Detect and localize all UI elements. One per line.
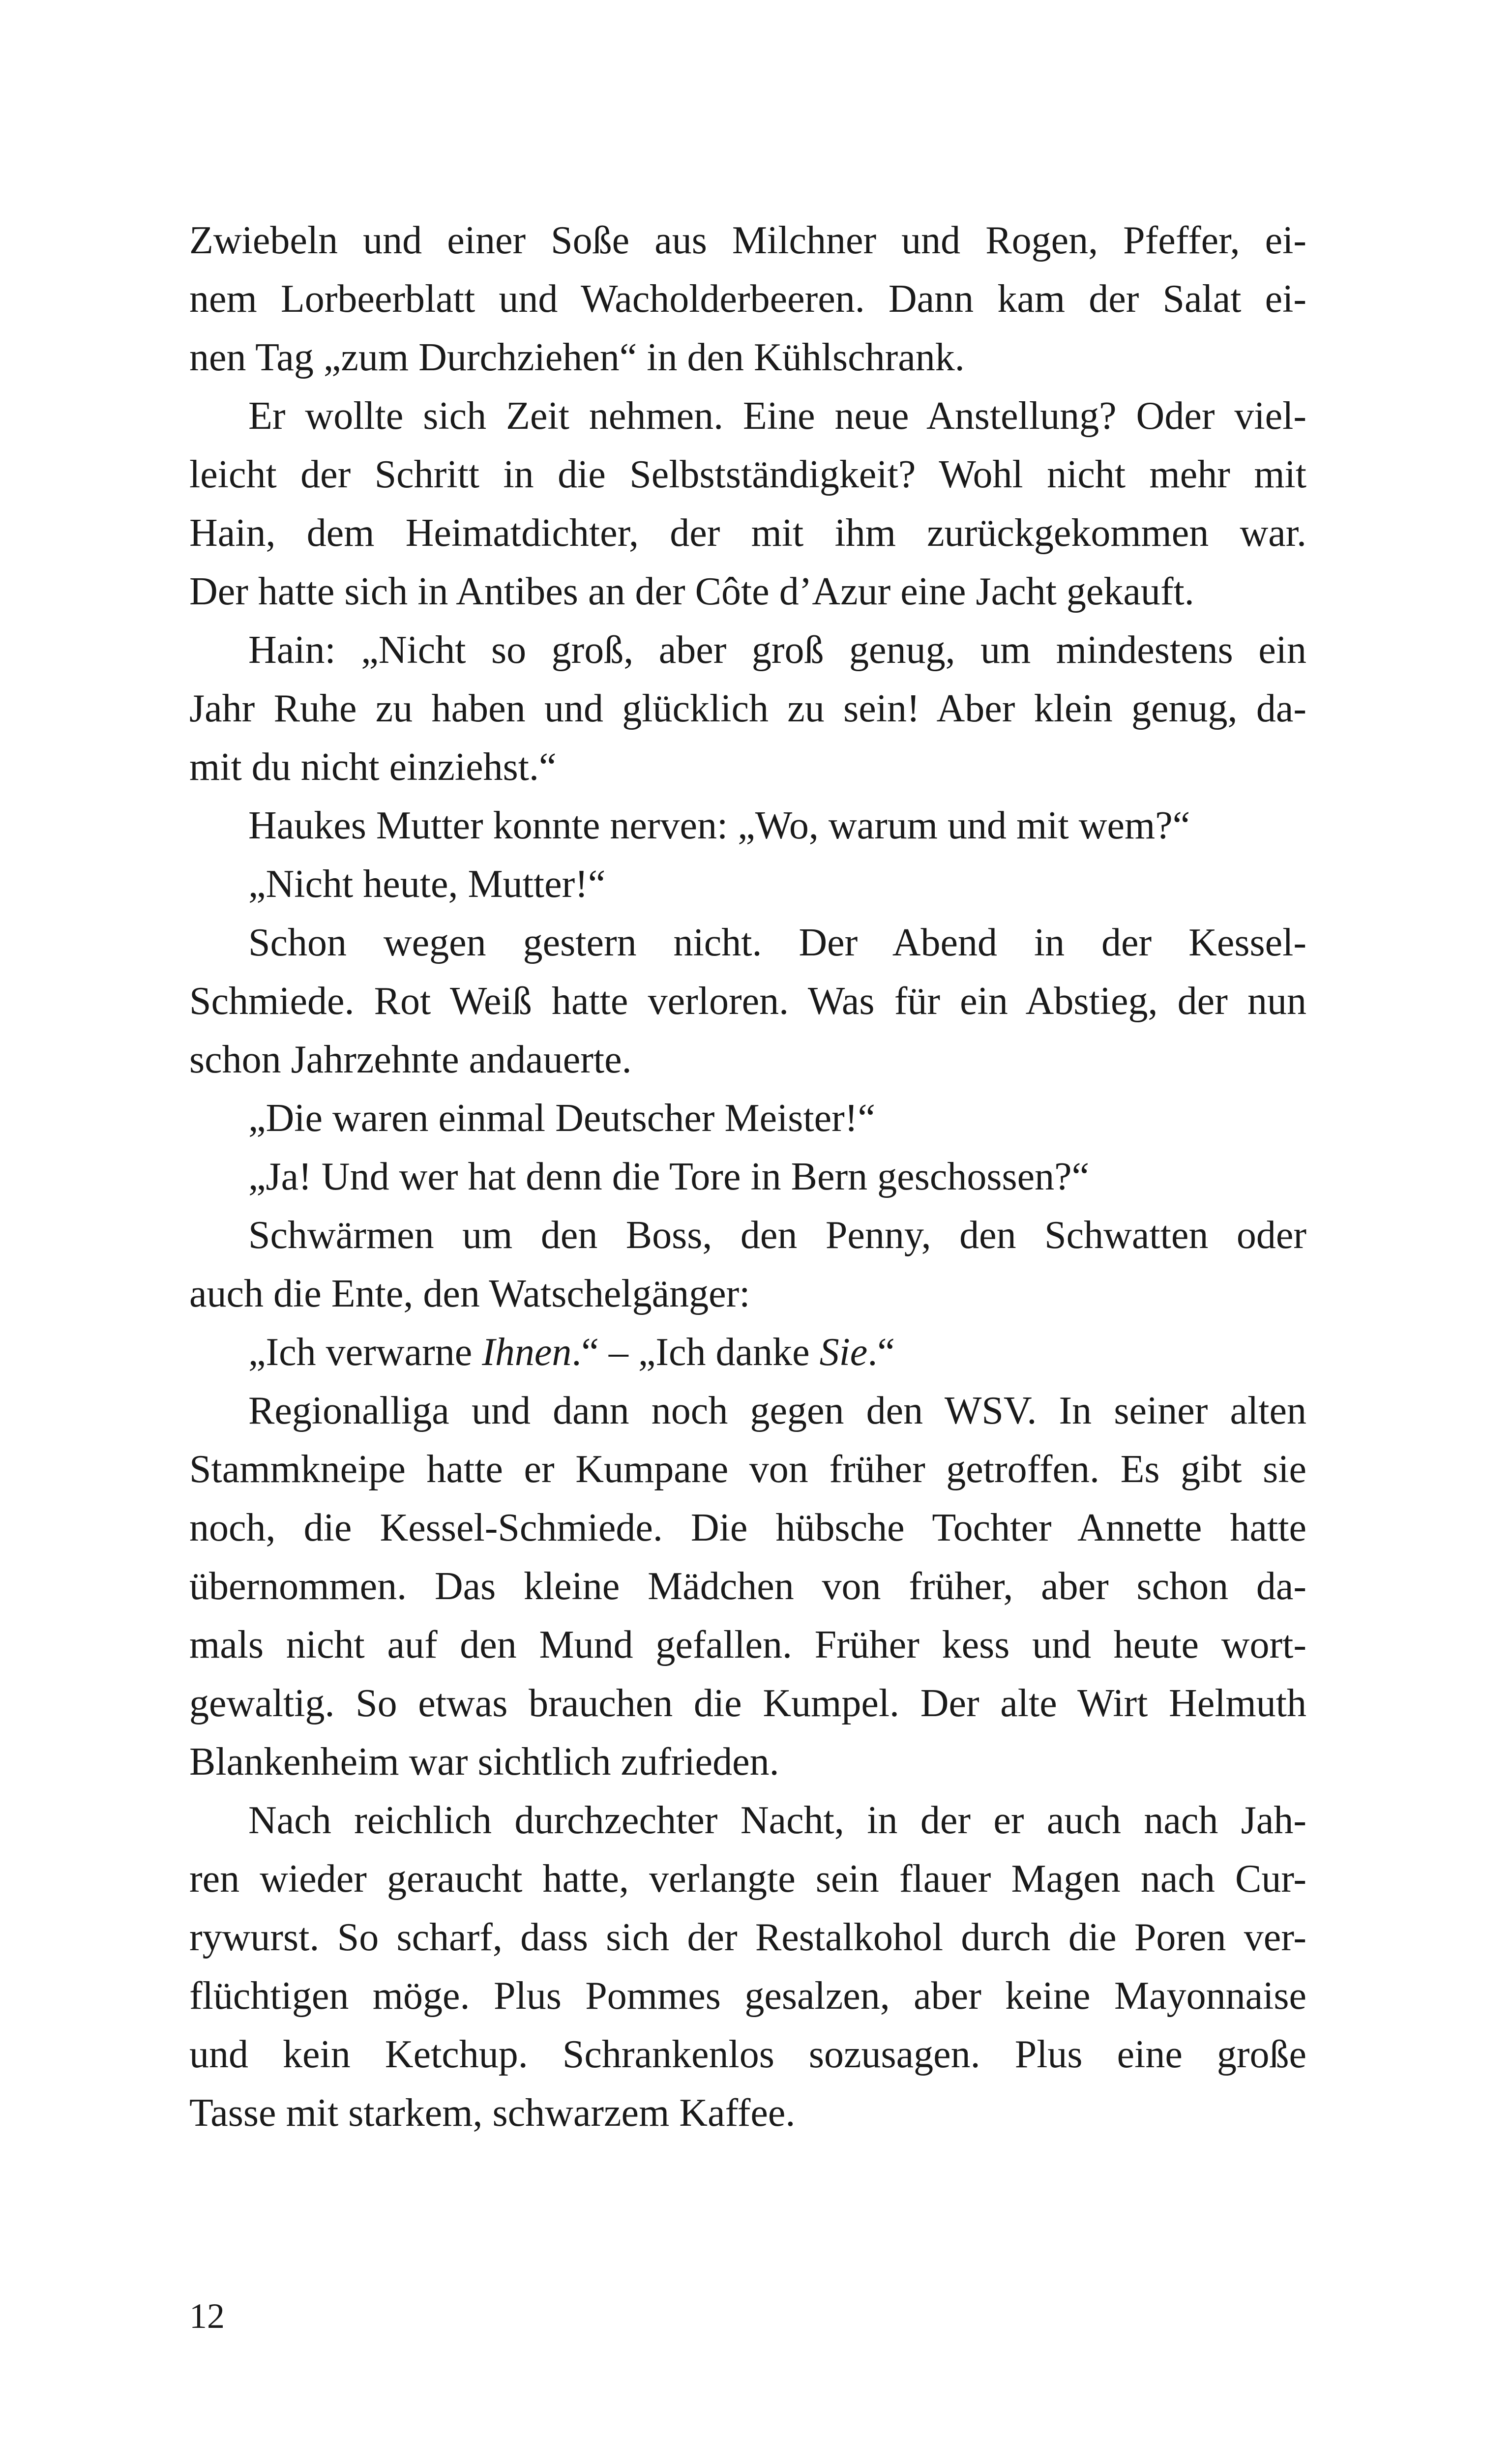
text-run: rywurst. So scharf, dass sich der Restalkohol durch die Poren ver- <box>189 1916 1306 1959</box>
text-line <box>189 2084 1306 2142</box>
text-line <box>189 504 1306 563</box>
text-run: Schwärmen um den Boss, den Penny, den Schwatten oder <box>248 1214 1306 1257</box>
text-line <box>189 1031 1306 1089</box>
text-run: schon Jahrzehnte andauerte. <box>189 1038 632 1081</box>
text-line <box>189 1733 1306 1791</box>
text-run: flüchtigen möge. Plus Pommes gesalzen, aber keine Mayonnaise <box>189 1974 1306 2018</box>
text-run: Jahr Ruhe zu haben und glücklich zu sein! Aber klein genug, da- <box>189 687 1306 730</box>
text-run: Schon wegen gestern nicht. Der Abend in der Kessel- <box>248 921 1306 964</box>
text-line <box>189 1674 1306 1733</box>
text-run: „Ja! Und wer hat denn die Tore in Bern geschossen?“ <box>248 1155 1090 1198</box>
text-run: nen Tag „zum Durchziehen“ in den Kühlschrank. <box>189 336 965 379</box>
text-line <box>189 1967 1306 2025</box>
text-run: noch, die Kessel-Schmiede. Die hübsche Tochter Annette hatte <box>189 1506 1306 1549</box>
body-text <box>189 211 1306 2142</box>
text-run: mit du nicht einziehst.“ <box>189 745 557 789</box>
text-run: auch die Ente, den Watschelgänger: <box>189 1272 750 1315</box>
text-line <box>189 270 1306 328</box>
text-run: Stammkneipe hatte er Kumpane von früher getroffen. Es gibt sie <box>189 1448 1306 1491</box>
text-line <box>189 2025 1306 2084</box>
text-run: Nach reichlich durchzechter Nacht, in der er auch nach Jah- <box>248 1799 1306 1842</box>
text-line <box>189 446 1306 504</box>
text-line <box>189 1557 1306 1616</box>
text-line <box>189 1440 1306 1499</box>
text-run: Hain, dem Heimatdichter, der mit ihm zurückgekommen war. <box>189 511 1306 555</box>
text-line <box>189 1323 1306 1382</box>
text-line <box>189 1908 1306 1967</box>
text-run: und kein Ketchup. Schrankenlos sozusagen. Plus eine große <box>189 2033 1306 2076</box>
text-line <box>189 1089 1306 1148</box>
text-run: Hain: „Nicht so groß, aber groß genug, um mindestens ein <box>248 628 1306 672</box>
text-line <box>189 797 1306 855</box>
text-run: Der hatte sich in Antibes an der Côte d’Azur eine Jacht gekauft. <box>189 570 1194 613</box>
text-line <box>189 1148 1306 1206</box>
text-run: „Nicht heute, Mutter!“ <box>248 862 606 906</box>
italic-text: Sie <box>819 1331 868 1374</box>
text-line <box>189 1850 1306 1908</box>
text-run: mals nicht auf den Mund gefallen. Früher kess und heute wort- <box>189 1623 1306 1666</box>
text-run: Haukes Mutter konnte nerven: „Wo, warum und mit wem?“ <box>248 804 1190 847</box>
text-run: ren wieder geraucht hatte, verlangte sein flauer Magen nach Cur- <box>189 1857 1306 1901</box>
text-line <box>189 1206 1306 1265</box>
text-line <box>189 1791 1306 1850</box>
text-run: „Die waren einmal Deutscher Meister!“ <box>248 1097 875 1140</box>
text-run: Er wollte sich Zeit nehmen. Eine neue Anstellung? Oder viel- <box>248 394 1306 438</box>
text-line <box>189 738 1306 797</box>
text-line <box>189 855 1306 914</box>
text-line <box>189 680 1306 738</box>
text-line <box>189 1382 1306 1440</box>
text-line <box>189 972 1306 1031</box>
text-run: nem Lorbeerblatt und Wacholderbeeren. Dann kam der Salat ei- <box>189 277 1306 321</box>
text-run: „Ich verwarne <box>248 1331 482 1374</box>
text-run: Zwiebeln und einer Soße aus Milchner und Rogen, Pfeffer, ei- <box>189 219 1306 262</box>
italic-text: Ihnen <box>482 1331 572 1374</box>
text-run: gewaltig. So etwas brauchen die Kumpel. Der alte Wirt Helmuth <box>189 1682 1306 1725</box>
text-run: Blankenheim war sichtlich zufrieden. <box>189 1740 779 1784</box>
text-run: Schmiede. Rot Weiß hatte verloren. Was für ein Abstieg, der nun <box>189 980 1306 1023</box>
text-line <box>189 563 1306 621</box>
text-run: .“ <box>867 1331 895 1374</box>
text-line <box>189 1616 1306 1674</box>
text-run: .“ – „Ich danke <box>571 1331 820 1374</box>
text-run: Regionalliga und dann noch gegen den WSV. In seiner alten <box>248 1389 1306 1432</box>
text-line <box>189 1265 1306 1323</box>
text-line <box>189 387 1306 446</box>
text-run: Tasse mit starkem, schwarzem Kaffee. <box>189 2091 796 2135</box>
page-number: 12 <box>189 2296 225 2336</box>
text-run: übernommen. Das kleine Mädchen von früher, aber schon da- <box>189 1565 1306 1608</box>
text-run: leicht der Schritt in die Selbstständigkeit? Wohl nicht mehr mit <box>189 453 1306 496</box>
text-line <box>189 621 1306 680</box>
text-line <box>189 1499 1306 1557</box>
text-line <box>189 211 1306 270</box>
text-line <box>189 328 1306 387</box>
text-line <box>189 914 1306 972</box>
